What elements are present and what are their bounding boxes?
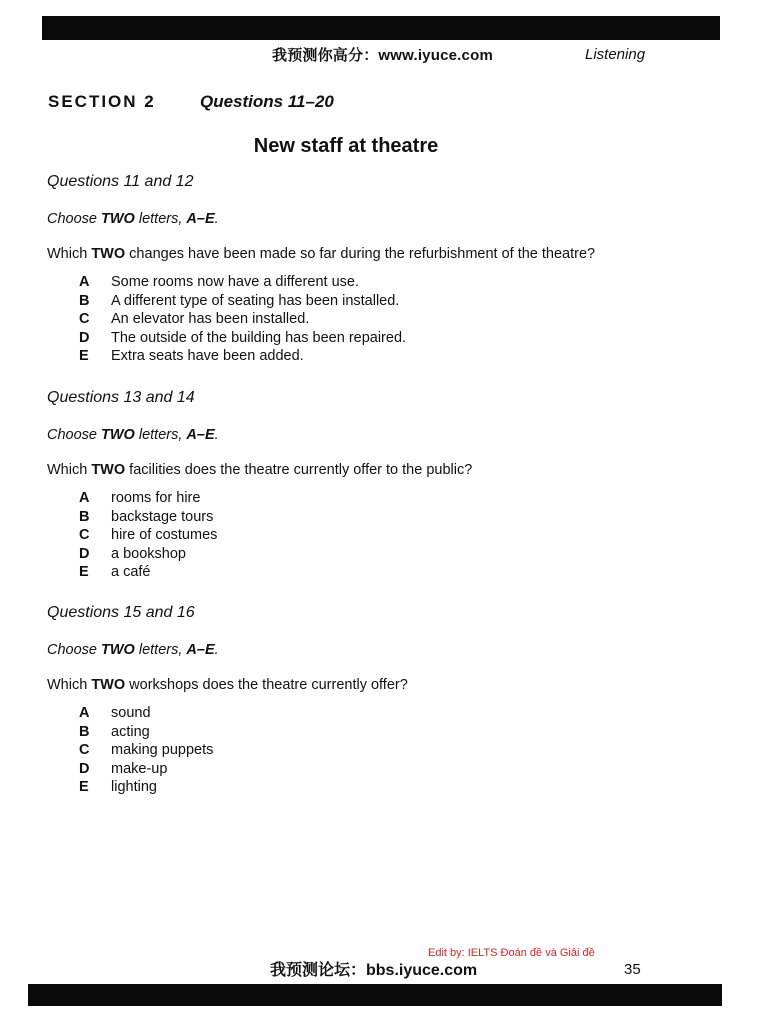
question-pre: Which [47, 677, 92, 693]
option-letter: E [79, 564, 89, 581]
instruction-mid: letters, [134, 642, 187, 658]
top-black-bar [42, 16, 720, 40]
option-text: Some rooms now have a different use. [111, 274, 359, 290]
option-letter: B [79, 508, 90, 525]
instruction-pre: Choose [47, 642, 102, 658]
option-text: An elevator has been installed. [111, 311, 310, 328]
question-post: facilities does the theatre currently offer to the public? [125, 462, 473, 478]
question-pre: Which [47, 246, 92, 262]
option-letter: A [79, 490, 90, 506]
instruction-post: . [214, 642, 219, 658]
instruction-range: A–E [186, 427, 215, 443]
group-question [47, 677, 687, 693]
option-letter: E [79, 348, 89, 365]
option-item [79, 704, 687, 723]
instruction-bold: TWO [101, 427, 135, 443]
instruction-mid: letters, [134, 211, 187, 227]
option-text: lighting [111, 779, 157, 796]
instruction-range: A–E [186, 211, 215, 227]
option-text: a café [111, 564, 151, 581]
option-item [79, 563, 687, 582]
option-text: rooms for hire [111, 490, 201, 506]
group-instruction [47, 211, 687, 227]
instruction-bold: TWO [101, 642, 135, 658]
group-heading: Questions 15 and 16 [47, 604, 195, 621]
question-bold: TWO [91, 246, 126, 262]
option-text: a bookshop [111, 545, 186, 562]
option-letter: D [79, 329, 90, 346]
option-item [79, 723, 687, 742]
option-letter: C [79, 742, 90, 759]
question-post: changes have been made so far during the refurbishment of the theatre? [125, 246, 596, 262]
option-item [79, 508, 687, 527]
option-text: The outside of the building has been repaired. [111, 329, 407, 346]
instruction-pre: Choose [47, 211, 102, 227]
option-text: make-up [111, 760, 168, 777]
option-letter: A [79, 274, 90, 290]
page-number: 35 [624, 961, 641, 978]
question-bold: TWO [91, 677, 126, 693]
option-letter: E [79, 779, 89, 796]
option-item [79, 273, 687, 292]
group-heading: Questions 11 and 12 [47, 173, 194, 190]
page-title: New staff at theatre [253, 135, 439, 157]
option-item [79, 741, 687, 760]
option-item [79, 760, 687, 779]
option-text: sound [111, 705, 151, 721]
option-item [79, 310, 687, 329]
question-bold: TWO [91, 462, 126, 478]
instruction-bold: TWO [101, 211, 135, 227]
option-letter: C [79, 527, 90, 544]
option-letter: C [79, 311, 90, 328]
question-post: workshops does the theatre currently offer? [125, 677, 408, 693]
option-letter: B [79, 292, 90, 309]
options-list [79, 489, 687, 582]
instruction-range: A–E [186, 642, 215, 658]
instruction-mid: letters, [134, 427, 187, 443]
option-letter: B [79, 723, 90, 740]
option-text: acting [111, 723, 150, 740]
edit-note: Edit by: IELTS Đoán đề và Giải đề [428, 947, 595, 959]
group-question [47, 462, 687, 478]
instruction-post: . [214, 427, 219, 443]
question-group-13-14 [47, 389, 687, 582]
group-instruction [47, 642, 687, 658]
question-group-11-12 [47, 173, 687, 366]
option-item [79, 292, 687, 311]
option-text: Extra seats have been added. [111, 348, 304, 365]
footer-site-text: 我预测论坛：bbs.iyuce.com [270, 962, 478, 979]
group-heading: Questions 13 and 14 [47, 389, 195, 406]
question-group-15-16 [47, 604, 687, 797]
option-text: making puppets [111, 742, 214, 759]
header-site-text: 我预测你高分：www.iyuce.com [272, 47, 493, 64]
section-question-range: Questions 11–20 [200, 92, 334, 111]
question-pre: Which [47, 462, 92, 478]
option-letter: A [79, 705, 90, 721]
instruction-post: . [214, 211, 219, 227]
option-item [79, 545, 687, 564]
instruction-pre: Choose [47, 427, 102, 443]
option-letter: D [79, 545, 90, 562]
option-item [79, 329, 687, 348]
option-text: backstage tours [111, 508, 214, 525]
section-label: SECTION 2 [48, 92, 156, 111]
option-letter: D [79, 760, 90, 777]
options-list [79, 704, 687, 797]
group-question [47, 246, 687, 262]
header-section-label: Listening [585, 46, 646, 63]
bottom-black-bar [28, 984, 722, 1006]
options-list [79, 273, 687, 366]
group-instruction [47, 427, 687, 443]
option-item [79, 778, 687, 797]
option-text: A different type of seating has been installed. [111, 292, 400, 309]
option-item [79, 489, 687, 508]
option-item [79, 347, 687, 366]
option-item [79, 526, 687, 545]
option-text: hire of costumes [111, 527, 218, 544]
